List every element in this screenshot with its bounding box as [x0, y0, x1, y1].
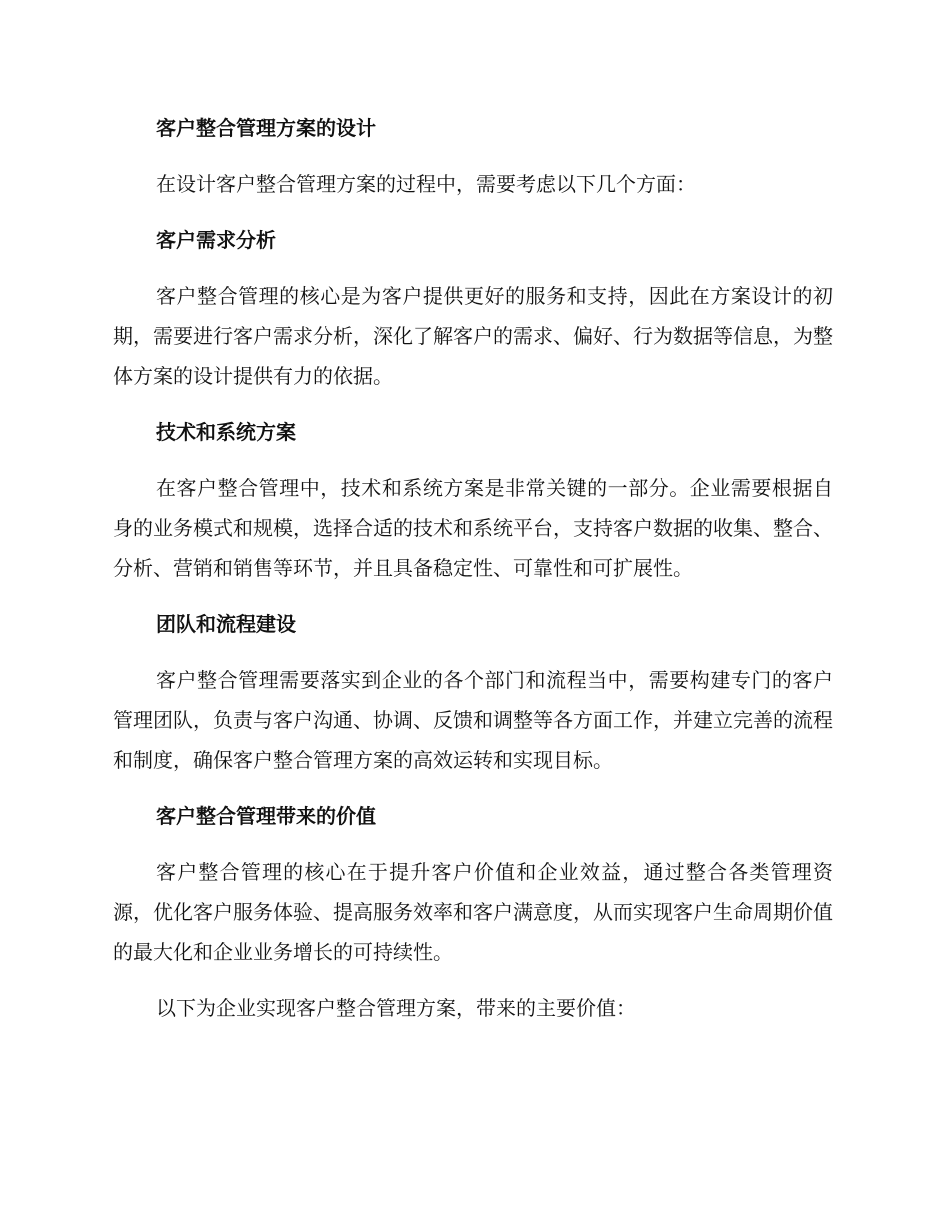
- section-heading-design: 客户整合管理方案的设计: [156, 116, 376, 140]
- paragraph-tech-system: 在客户整合管理中，技术和系统方案是非常关键的一部分。企业需要根据自身的业务模式和规模，选择合适的技术和系统平台，支持客户数据的收集、整合、分析、营销和销售等环节，并且具备稳定性、可靠性和可扩展性。: [113, 476, 833, 580]
- paragraph-value: 客户整合管理的核心在于提升客户价值和企业效益，通过整合各类管理资源，优化客户服务体验、提高服务效率和客户满意度，从而实现客户生命周期价值的最大化和企业业务增长的可持续性。: [113, 860, 833, 964]
- paragraph-team-process: 客户整合管理需要落实到企业的各个部门和流程当中，需要构建专门的客户管理团队，负责与客户沟通、协调、反馈和调整等各方面工作，并建立完善的流程和制度，确保客户整合管理方案的高效运转和实现目标。: [113, 668, 833, 772]
- section-heading-value: 客户整合管理带来的价值: [156, 804, 376, 828]
- paragraph-needs-analysis: 客户整合管理的核心是为客户提供更好的服务和支持，因此在方案设计的初期，需要进行客户需求分析，深化了解客户的需求、偏好、行为数据等信息，为整体方案的设计提供有力的依据。: [113, 284, 833, 388]
- document-body: [113, 108, 833, 1044]
- section-heading-team-process: 团队和流程建设: [156, 612, 296, 636]
- paragraph-intro: 在设计客户整合管理方案的过程中，需要考虑以下几个方面：: [156, 172, 696, 196]
- section-heading-needs-analysis: 客户需求分析: [156, 228, 276, 252]
- section-heading-tech-system: 技术和系统方案: [156, 420, 296, 444]
- paragraph-value-list-intro: 以下为企业实现客户整合管理方案，带来的主要价值：: [156, 996, 636, 1020]
